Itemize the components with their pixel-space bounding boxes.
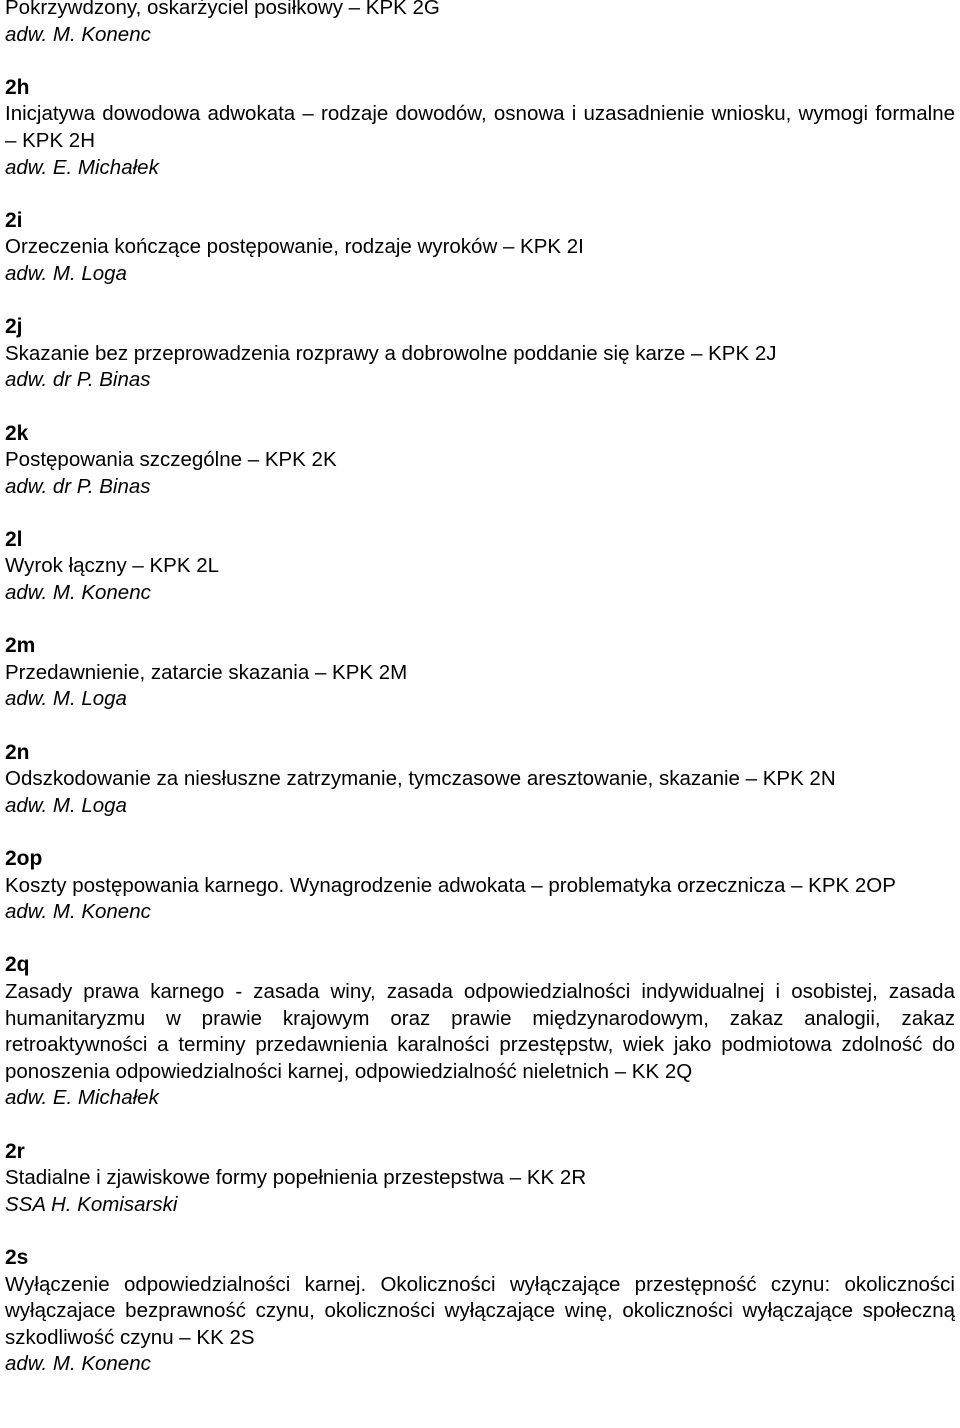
course-code: 2j — [5, 315, 23, 339]
course-author: adw. dr P. Binas — [5, 368, 151, 392]
course-entry-2q — [5, 952, 955, 1112]
course-code: 2l — [5, 527, 23, 551]
course-entry-2op — [5, 846, 955, 926]
course-title: Przedawnienie, zatarcie skazania – KPK 2M — [5, 660, 408, 684]
course-list — [5, 0, 955, 1378]
course-title: Stadialne i zjawiskowe formy popełnienia przestepstwa – KK 2R — [5, 1166, 587, 1190]
course-author: adw. M. Konenc — [5, 581, 151, 605]
course-entry-2j — [5, 314, 955, 394]
course-entry-2n — [5, 740, 955, 820]
course-author: adw. E. Michałek — [5, 155, 159, 179]
course-entry-2g — [5, 0, 955, 48]
course-author: adw. E. Michałek — [5, 1086, 159, 1110]
course-entry-2r — [5, 1139, 955, 1219]
course-author: adw. M. Loga — [5, 793, 127, 817]
course-title: Zasady prawa karnego - zasada winy, zasada odpowiedzialności indywidualnej i osobistej, zasada humanitaryzmu w prawie krajowym oraz prawie międzynarodowym, zakaz analogii, zakaz retroaktywności a terminy przedawnienia karalności przestępstw, wiek jako podmiotowa zdolność do ponoszenia odpowiedzialności karnej, odpowiedzialność nieletnich – KK 2Q — [5, 979, 955, 1083]
course-title: Postępowania szczególne – KPK 2K — [5, 448, 337, 472]
course-code: 2m — [5, 634, 36, 658]
course-author: adw. M. Konenc — [5, 900, 151, 924]
course-code: 2op — [5, 847, 43, 870]
course-author: adw. M. Loga — [5, 687, 127, 711]
course-author: adw. M. Konenc — [5, 1352, 151, 1376]
course-code: 2n — [5, 740, 30, 764]
course-title: Orzeczenia kończące postępowanie, rodzaje wyroków – KPK 2I — [5, 235, 584, 259]
course-code: 2k — [5, 421, 29, 445]
course-author: adw. dr P. Binas — [5, 474, 151, 498]
course-entry-2i — [5, 208, 955, 288]
course-entry-2s — [5, 1245, 955, 1378]
course-title: Skazanie bez przeprowadzenia rozprawy a dobrowolne poddanie się karze – KPK 2J — [5, 341, 777, 365]
course-entry-2l — [5, 527, 955, 607]
course-code: 2h — [5, 75, 30, 99]
course-author: adw. M. Loga — [5, 261, 127, 285]
course-code: 2q — [5, 953, 30, 977]
course-title: Koszty postępowania karnego. Wynagrodzenie adwokata – problematyka orzecznicza – KPK 2OP — [5, 873, 896, 897]
course-entry-2h — [5, 75, 955, 181]
course-entry-2k — [5, 421, 955, 501]
course-title: Odszkodowanie za niesłuszne zatrzymanie, tymczasowe aresztowanie, skazanie – KPK 2N — [5, 767, 836, 791]
course-title: Wyłączenie odpowiedzialności karnej. Okoliczności wyłączające przestępność czynu: okoliczności wyłączajace bezprawność czynu, okoliczności wyłączające winę, okoliczności wyłączające społeczną szkodliwość czynu – KK 2S — [5, 1272, 955, 1349]
course-code: 2s — [5, 1245, 29, 1269]
course-title: Inicjatywa dowodowa adwokata – rodzaje dowodów, osnowa i uzasadnienie wniosku, wymogi formalne – KPK 2H — [5, 102, 955, 152]
course-entry-2m — [5, 633, 955, 713]
course-author: SSA H. Komisarski — [5, 1192, 178, 1216]
course-code: 2r — [5, 1139, 25, 1163]
course-code: 2i — [5, 208, 23, 232]
course-title: Wyrok łączny – KPK 2L — [5, 554, 220, 578]
course-author: adw. M. Konenc — [5, 22, 151, 46]
course-title: Pokrzywdzony, oskarżyciel posiłkowy – KPK 2G — [5, 0, 440, 19]
